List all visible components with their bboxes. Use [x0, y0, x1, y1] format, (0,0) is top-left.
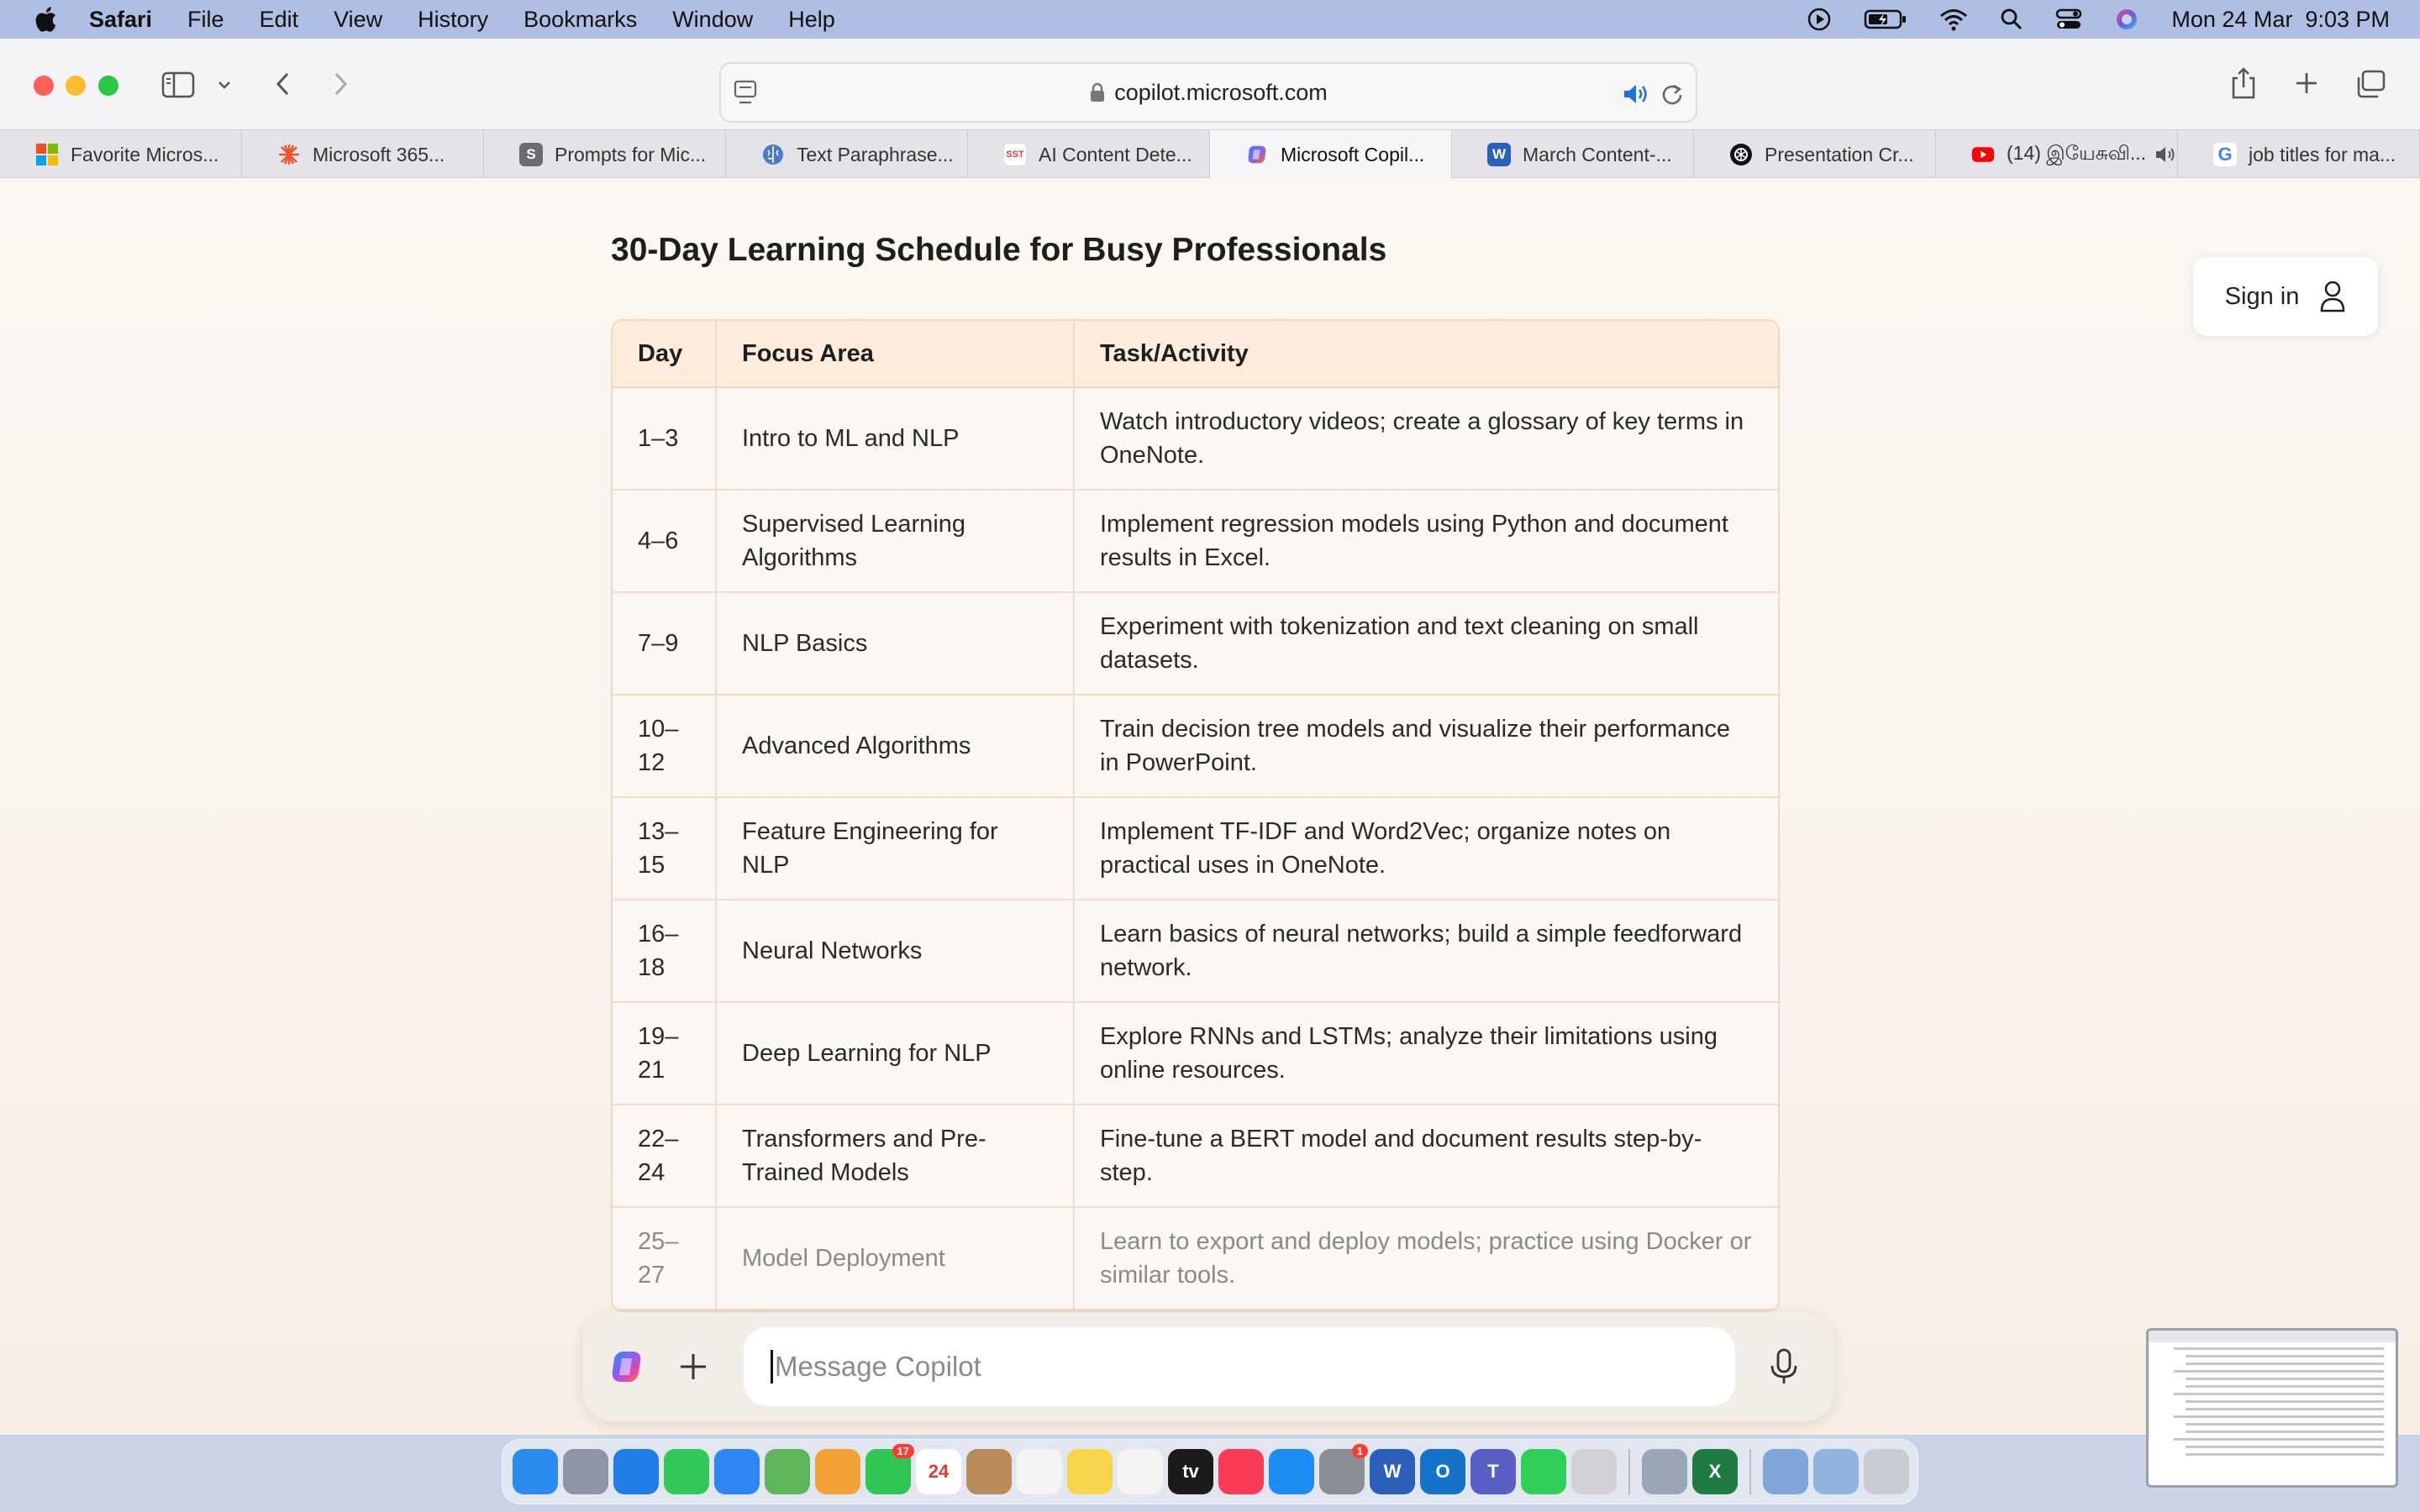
sst-icon: SST: [1003, 143, 1027, 166]
google-icon: G: [2213, 143, 2237, 166]
cell-day: 22–24: [613, 1105, 715, 1208]
cell-task: Watch introductory videos; create a glossary of key terms in OneNote.: [1073, 388, 1778, 491]
reminders-icon[interactable]: [1017, 1449, 1062, 1494]
table-row: [613, 900, 1778, 1003]
audio-playing-icon[interactable]: [1622, 82, 1650, 106]
tab-label: job titles for ma...: [2249, 143, 2396, 165]
browser-toolbar: [0, 39, 2420, 129]
tab-label: March Content-...: [1523, 143, 1672, 165]
table-row: [613, 1105, 1778, 1208]
tab-label: Prompts for Mic...: [555, 143, 707, 165]
thumbnail-line: [2174, 1438, 2384, 1441]
system-settings-icon[interactable]: [1319, 1445, 1365, 1494]
copilot-icon: [1245, 143, 1269, 166]
menu-edit[interactable]: Edit: [259, 6, 299, 32]
sign-in-label: Sign in: [2224, 282, 2300, 310]
thumbnail-line: [2174, 1370, 2384, 1373]
cell-task: Learn basics of neural networks; build a simple feedforward network.: [1073, 900, 1778, 1003]
thumbnail-line: [2186, 1431, 2384, 1433]
menu-clock[interactable]: Mon 24 Mar 9:03 PM: [2171, 6, 2390, 32]
whatsapp-icon[interactable]: [1521, 1449, 1566, 1494]
microphone-icon[interactable]: [1767, 1347, 1801, 1390]
tab-label: AI Content Dete...: [1039, 143, 1192, 165]
tab-microsoft-copilot[interactable]: [1210, 130, 1452, 179]
facetime-icon[interactable]: [865, 1445, 911, 1494]
dock-icon-text: X: [1708, 1461, 1722, 1482]
spotlight-search-icon[interactable]: [2000, 8, 2023, 31]
dock-separator: [1628, 1449, 1630, 1494]
tab-label: Text Paraphrase...: [797, 143, 954, 165]
chevron-down-icon[interactable]: [215, 74, 234, 96]
cell-day: 16–18: [613, 900, 715, 1003]
cell-focus: Supervised Learning Algorithms: [715, 491, 1073, 593]
header-day: Day: [613, 321, 715, 388]
reload-icon[interactable]: [1660, 82, 1684, 106]
documents-folder-icon[interactable]: [1813, 1449, 1859, 1494]
dock-separator: [1749, 1449, 1751, 1494]
tab-label: Microsoft Copil...: [1281, 143, 1425, 165]
tab-prompts[interactable]: [484, 130, 726, 179]
cell-focus: Feature Engineering for NLP: [715, 798, 1073, 900]
cell-task: Implement regression models using Python and document results in Excel.: [1073, 491, 1778, 593]
safari-icon[interactable]: [613, 1449, 659, 1494]
menu-history[interactable]: History: [418, 6, 489, 32]
table-row: [613, 388, 1778, 491]
thumbnail-line: [2186, 1446, 2384, 1448]
tab-label: Favorite Micros...: [71, 143, 219, 165]
sidebar-toggle-icon[interactable]: [161, 71, 195, 99]
tab-label: Microsoft 365...: [313, 143, 445, 165]
cell-day: 13–15: [613, 798, 715, 900]
contacts-icon[interactable]: [966, 1449, 1012, 1494]
notification-badge: 1: [1352, 1444, 1368, 1458]
cell-task: Fine-tune a BERT model and document results step-by-step.: [1073, 1105, 1778, 1208]
dock-icon-text: O: [1435, 1461, 1450, 1482]
preview-icon[interactable]: [1642, 1449, 1687, 1494]
message-composer: [582, 1312, 1834, 1421]
cell-task: Experiment with tokenization and text cleaning on small datasets.: [1073, 593, 1778, 696]
header-focus-area: Focus Area: [715, 321, 1073, 388]
zoom-window-button[interactable]: [98, 76, 118, 96]
word-icon[interactable]: [1370, 1449, 1415, 1494]
teams-icon[interactable]: [1470, 1449, 1516, 1494]
cell-task: Explore RNNs and LSTMs; analyze their limitations using online resources.: [1073, 1003, 1778, 1105]
tab-favorite-microsoft[interactable]: [0, 130, 242, 179]
iphone-mirroring-icon[interactable]: [1571, 1449, 1617, 1494]
tab-audio-icon[interactable]: [2154, 144, 2178, 165]
menu-bookmarks[interactable]: Bookmarks: [523, 6, 638, 32]
tab-microsoft-365[interactable]: [242, 130, 484, 179]
back-icon[interactable]: [271, 69, 294, 99]
cell-task: Implement TF-IDF and Word2Vec; organize notes on practical uses in OneNote.: [1073, 798, 1778, 900]
menu-file[interactable]: File: [187, 6, 224, 32]
close-window-button[interactable]: [34, 76, 54, 96]
thumbnail-line: [2186, 1408, 2384, 1410]
battery-icon[interactable]: [1864, 8, 1907, 31]
notification-badge: 17: [892, 1444, 914, 1458]
safari-window: [0, 39, 2420, 1435]
cell-task: Learn to export and deploy models; practice using Docker or similar tools.: [1073, 1208, 1778, 1310]
messages-icon[interactable]: [664, 1449, 709, 1494]
menu-help[interactable]: Help: [788, 6, 835, 32]
cell-focus: NLP Basics: [715, 593, 1073, 696]
tab-march-content[interactable]: [1452, 130, 1694, 179]
table-row: [613, 1003, 1778, 1105]
menu-view[interactable]: View: [334, 6, 383, 32]
lock-icon: [1089, 82, 1106, 102]
tab-label: Presentation Cr...: [1765, 143, 1914, 165]
url-text: copilot.microsoft.com: [1114, 79, 1328, 105]
cell-focus: Model Deployment: [715, 1208, 1073, 1310]
cell-day: 4–6: [613, 491, 715, 593]
cell-focus: Advanced Algorithms: [715, 696, 1073, 798]
message-input[interactable]: [744, 1327, 1735, 1406]
maps-icon[interactable]: [765, 1449, 810, 1494]
cell-focus: Transformers and Pre-Trained Models: [715, 1105, 1073, 1208]
copilot-page: [0, 178, 2420, 1435]
excel-icon[interactable]: [1692, 1449, 1738, 1494]
cell-day: 1–3: [613, 388, 715, 491]
thumbnail-line: [2186, 1362, 2384, 1365]
table-row: [613, 1208, 1778, 1310]
table-row: [613, 593, 1778, 696]
new-tab-icon[interactable]: [2292, 69, 2321, 97]
tab-text-paraphraser[interactable]: [726, 130, 968, 179]
calendar-icon[interactable]: [916, 1449, 961, 1494]
screenshot-thumbnail[interactable]: [2146, 1328, 2398, 1488]
cell-focus: Intro to ML and NLP: [715, 388, 1073, 491]
header-task-activity: Task/Activity: [1073, 321, 1778, 388]
openai-icon: [1729, 143, 1753, 166]
cell-day: 25–27: [613, 1208, 715, 1310]
dock: [502, 1439, 1918, 1504]
mail-icon[interactable]: [714, 1449, 760, 1494]
play-icon[interactable]: [1807, 7, 1832, 32]
app-store-icon[interactable]: [1269, 1449, 1314, 1494]
minimize-window-button[interactable]: [66, 76, 86, 96]
cell-day: 19–21: [613, 1003, 715, 1105]
thumbnail-line: [2174, 1393, 2384, 1395]
launchpad-icon[interactable]: [563, 1449, 608, 1494]
brain-icon: [761, 143, 785, 166]
cell-focus: Neural Networks: [715, 900, 1073, 1003]
schedule-heading: 30-Day Learning Schedule for Busy Professionals: [611, 232, 1387, 268]
s-letter-icon: S: [519, 143, 543, 166]
notes-icon[interactable]: [1067, 1449, 1113, 1494]
finder-icon[interactable]: [513, 1449, 558, 1494]
schedule-table: [611, 319, 1780, 1312]
thumbnail-line: [2186, 1423, 2384, 1425]
cell-day: 7–9: [613, 593, 715, 696]
tab-overview-icon[interactable]: [2354, 69, 2386, 99]
thumbnail-line: [2186, 1355, 2384, 1357]
tab-ai-content-detector[interactable]: [968, 130, 1210, 179]
user-icon: [2319, 281, 2346, 312]
table-row: [613, 798, 1778, 900]
thumbnail-line: [2186, 1378, 2384, 1380]
table-row: [613, 696, 1778, 798]
thumbnail-line: [2174, 1415, 2384, 1418]
address-bar[interactable]: [719, 62, 1697, 123]
tab-job-titles[interactable]: [2178, 130, 2420, 179]
tab-youtube[interactable]: [1936, 130, 2178, 179]
forward-icon[interactable]: [329, 69, 353, 99]
add-attachment-icon[interactable]: [678, 1352, 708, 1386]
sign-in-button[interactable]: [2193, 257, 2378, 336]
text-caret: [771, 1350, 773, 1383]
page-menu-icon[interactable]: [733, 79, 758, 108]
control-center-icon[interactable]: [2055, 8, 2082, 31]
wifi-icon[interactable]: [1939, 8, 1968, 31]
message-placeholder: Message Copilot: [775, 1351, 981, 1382]
microsoft-logo-icon: [35, 143, 59, 166]
tab-presentation-creator[interactable]: [1694, 130, 1936, 179]
copilot-logo-icon[interactable]: [608, 1348, 646, 1389]
trash-icon[interactable]: [1864, 1449, 1909, 1494]
menu-app-name[interactable]: Safari: [89, 6, 153, 32]
thumbnail-line: [2186, 1385, 2384, 1388]
freeform-icon[interactable]: [1118, 1449, 1163, 1494]
dock-icon-text: tv: [1182, 1461, 1199, 1482]
share-icon[interactable]: [2228, 64, 2259, 102]
menu-bar: [0, 0, 2420, 39]
dock-icon-text: 24: [928, 1461, 950, 1482]
sunburst-icon: [277, 143, 301, 166]
thumbnail-bar: [2149, 1331, 2396, 1342]
dock-icon-text: T: [1487, 1461, 1499, 1482]
apple-tv-icon[interactable]: [1168, 1449, 1213, 1494]
cell-day: 10–12: [613, 696, 715, 798]
youtube-icon: [1971, 143, 1995, 166]
word-icon: W: [1487, 143, 1511, 166]
table-row: [613, 491, 1778, 593]
photos-icon[interactable]: [815, 1449, 860, 1494]
thumbnail-line: [2186, 1400, 2384, 1403]
thumbnail-line: [2186, 1453, 2384, 1456]
cell-task: Train decision tree models and visualize their performance in PowerPoint.: [1073, 696, 1778, 798]
cell-focus: Deep Learning for NLP: [715, 1003, 1073, 1105]
tab-bar: [0, 129, 2420, 178]
table-header-row: [613, 321, 1778, 388]
downloads-folder-icon[interactable]: [1763, 1449, 1808, 1494]
menu-window[interactable]: Window: [672, 6, 754, 32]
apple-icon[interactable]: [30, 4, 59, 34]
tab-label: (14) இயேசுவி...: [2007, 142, 2147, 164]
outlook-icon[interactable]: [1420, 1449, 1465, 1494]
thumbnail-line: [2174, 1347, 2384, 1350]
music-icon[interactable]: [1218, 1449, 1264, 1494]
siri-icon[interactable]: [2114, 7, 2139, 32]
dock-icon-text: W: [1383, 1461, 1402, 1482]
